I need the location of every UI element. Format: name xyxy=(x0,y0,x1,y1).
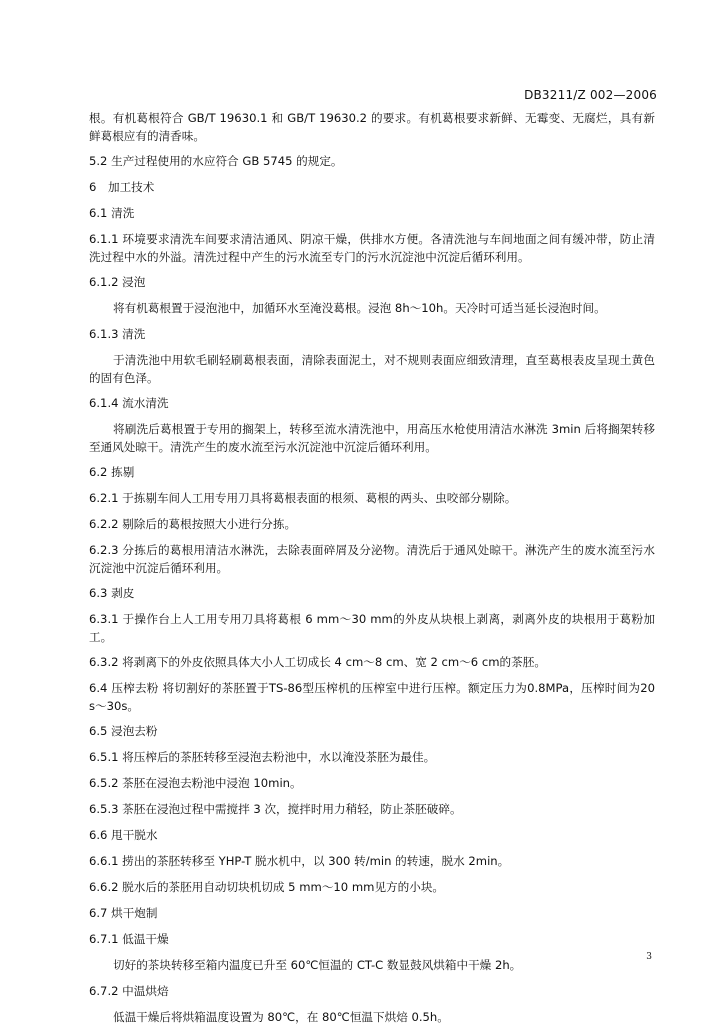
clause-6-6-2: 6.6.2 脱水后的茶胚用自动切块机切成 5 mm～10 mm见方的小块。 xyxy=(89,880,445,894)
clause-heading-6-1: 6.1 清洗 xyxy=(89,206,135,220)
clause-6-5-1: 6.5.1 将压榨后的茶胚转移至浸泡去粉池中，水以淹没茶胚为最佳。 xyxy=(89,750,436,764)
clause-6-2-1: 6.2.1 于拣剔车间人工用专用刀具将葛根表面的根须、葛根的两头、虫咬部分剔除。 xyxy=(89,491,517,505)
clause-heading-6-7-2: 6.7.2 中温烘焙 xyxy=(89,984,169,998)
clause-heading-6-1-4: 6.1.4 流水清洗 xyxy=(89,396,169,410)
clause-6-6-1: 6.6.1 捞出的茶胚转移至 YHP-T 脱水机中，以 300 转/min 的转速，脱水 2min。 xyxy=(89,854,510,868)
clause-6-1-4-text: 将刷洗后葛根置于专用的搁架上，转移至流水清洗池中，用高压水枪使用清洁水淋洗 3min 后将搁架转移至通风处晾干。清洗产生的废水流至污水沉淀池中沉淀后循环利用。 xyxy=(89,422,655,454)
clause-6-3-1: 6.3.1 于操作台上人工用专用刀具将葛根 6 mm～30 mm的外皮从块根上剥离，剥离外皮的块根用于葛粉加工。 xyxy=(89,612,655,644)
clause-6-1-1: 6.1.1 环境要求清洗车间要求清洁通风、阴凉干燥，供排水方便。各清洗池与车间地面之间有缓冲带，防止清洗过程中水的外溢。清洗过程中产生的污水流至专门的污水沉淀池中沉淀后循环利用。 xyxy=(89,232,655,264)
clause-6-7-2-text: 低温干燥后将烘箱温度设置为 80℃，在 80℃恒温下烘焙 0.5h。 xyxy=(113,1010,449,1024)
body-text xyxy=(89,109,655,1034)
clause-heading-6-5: 6.5 浸泡去粉 xyxy=(89,724,158,738)
clause-6-2-3: 6.2.3 分拣后的葛根用清洁水淋洗，去除表面碎屑及分泌物。清洗后于通风处晾干。淋洗产生的废水流至污水沉淀池中沉淀后循环利用。 xyxy=(89,543,655,575)
clause-heading-6-7: 6.7 烘干炮制 xyxy=(89,906,158,920)
page-number: 3 xyxy=(646,952,652,962)
clause-6-3-2: 6.3.2 将剥离下的外皮依照具体大小人工切成长 4 cm～8 cm、宽 2 cm～6 cm的茶胚。 xyxy=(89,655,546,669)
paragraph-5-1-continued: 根。有机葛根符合 GB/T 19630.1 和 GB/T 19630.2 的要求。有机葛根要求新鲜、无霉变、无腐烂，具有新鲜葛根应有的清香味。 xyxy=(89,111,655,143)
standard-number: DB3211/Z 002—2006 xyxy=(524,88,657,102)
clause-heading-6-2: 6.2 拣剔 xyxy=(89,465,135,479)
clause-5-2: 5.2 生产过程使用的水应符合 GB 5745 的规定。 xyxy=(89,154,343,168)
clause-heading-6-6: 6.6 甩干脱水 xyxy=(89,828,158,842)
clause-6-5-2: 6.5.2 茶胚在浸泡去粉池中浸泡 10min。 xyxy=(89,776,302,790)
clause-heading-6-3: 6.3 剥皮 xyxy=(89,586,135,600)
clause-heading-6-1-2: 6.1.2 浸泡 xyxy=(89,275,146,289)
clause-6-7-1-text: 切好的茶块转移至箱内温度已升至 60℃恒温的 CT-C 数显鼓风烘箱中干燥 2h。 xyxy=(113,958,522,972)
clause-6-1-2-text: 将有机葛根置于浸泡池中，加循环水至淹没葛根。浸泡 8h～10h。天冷时可适当延长浸泡时间。 xyxy=(113,301,606,315)
clause-heading-6-1-3: 6.1.3 清洗 xyxy=(89,327,146,341)
section-heading-6: 6 加工技术 xyxy=(89,180,155,194)
clause-heading-6-7-1: 6.7.1 低温干燥 xyxy=(89,932,169,946)
clause-6-4: 6.4 压榨去粉 将切割好的茶胚置于TS-86型压榨机的压榨室中进行压榨。额定压力为0.8MPa，压榨时间为20 s～30s。 xyxy=(89,681,655,713)
clause-6-2-2: 6.2.2 剔除后的葛根按照大小进行分拣。 xyxy=(89,517,297,531)
clause-6-1-3-text: 于清洗池中用软毛刷轻刷葛根表面，清除表面泥土，对不规则表面应细致清理，直至葛根表皮呈现土黄色的固有色泽。 xyxy=(89,353,655,385)
clause-6-5-3: 6.5.3 茶胚在浸泡过程中需搅拌 3 次，搅拌时用力稍轻，防止茶胚破碎。 xyxy=(89,802,462,816)
